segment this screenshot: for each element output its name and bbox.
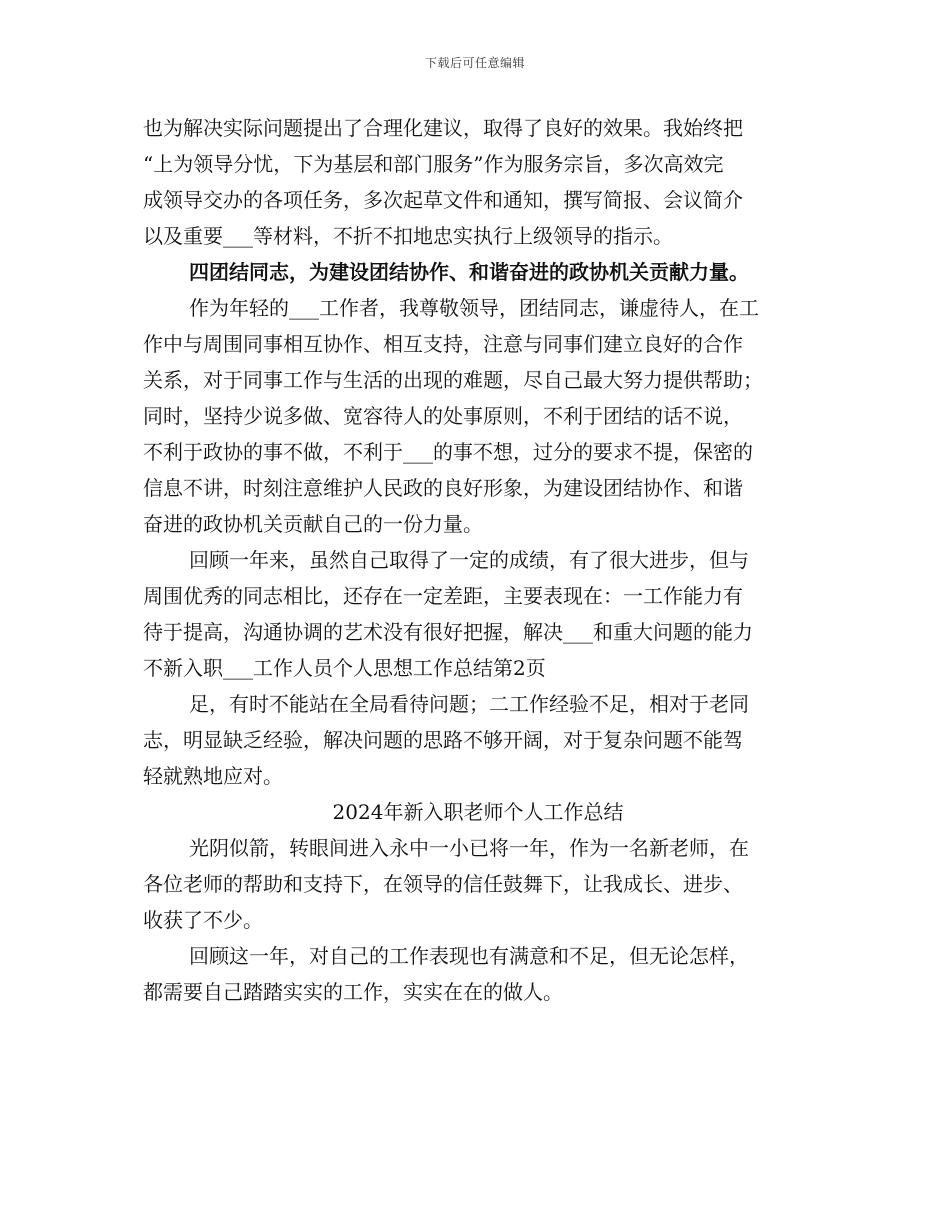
text-line: 周围优秀的同志相比，还存在一定差距，主要表现在：一工作能力有 <box>143 584 743 608</box>
text-line: 回顾一年来，虽然自己取得了一定的成绩，有了很大进步，但与 <box>189 548 749 572</box>
text-line: 关系，对于同事工作与生活的出现的难题，尽自己最大努力提供帮助； <box>143 368 763 392</box>
text-line: 各位老师的帮助和支持下，在领导的信任鼓舞下，让我成长、进步、 <box>143 872 743 896</box>
text-line: 足，有时不能站在全局看待问题；二工作经验不足，相对于老同 <box>189 692 749 716</box>
text-line: 以及重要___等材料，不折不扣地忠实执行上级领导的指示。 <box>143 224 673 248</box>
text-line: 待于提高，沟通协调的艺术没有很好把握，解决___和重大问题的能力 <box>143 620 753 644</box>
text-line: 作中与周围同事相互协作、相互支持，注意与同事们建立良好的合作 <box>143 332 743 356</box>
text-line: 也为解决实际问题提出了合理化建议，取得了良好的效果。我始终把 <box>143 116 743 140</box>
text-line: 回顾这一年，对自己的工作表现也有满意和不足，但无论怎样， <box>189 944 749 968</box>
text-line: 作为年轻的___工作者，我尊敬领导，团结同志，谦虚待人，在工 <box>189 296 759 320</box>
section-heading: 四团结同志，为建设团结协作、和谐奋进的政协机关贡献力量。 <box>189 260 749 284</box>
text-line: 成领导交办的各项任务，多次起草文件和通知，撰写简报、会议简介 <box>143 188 743 212</box>
text-line: 收获了不少。 <box>143 908 263 932</box>
text-line: 奋进的政协机关贡献自己的一份力量。 <box>143 512 483 536</box>
text-line: 志，明显缺乏经验，解决问题的思路不够开阔，对于复杂问题不能驾 <box>143 728 743 752</box>
text-line: “上为领导分忧，下为基层和部门服务”作为服务宗旨，多次高效完 <box>143 152 724 176</box>
text-line: 光阴似箭，转眼间进入永中一小已将一年，作为一名新老师，在 <box>189 836 749 860</box>
text-line: 不利于政协的事不做，不利于___的事不想，过分的要求不提，保密的 <box>143 440 753 464</box>
article-title: 2024年新入职老师个人工作总结 <box>332 800 624 824</box>
text-line: 轻就熟地应对。 <box>143 764 283 788</box>
text-line: 同时，坚持少说多做、宽容待人的处事原则，不利于团结的话不说， <box>143 404 743 428</box>
text-line: 信息不讲，时刻注意维护人民政的良好形象，为建设团结协作、和谐 <box>143 476 743 500</box>
document-body <box>143 110 823 1010</box>
text-line: 不新入职___工作人员个人思想工作总结第2页 <box>143 656 546 680</box>
page-header-note: 下载后可任意编辑 <box>424 56 525 70</box>
text-line: 都需要自己踏踏实实的工作，实实在在的做人。 <box>143 980 563 1004</box>
